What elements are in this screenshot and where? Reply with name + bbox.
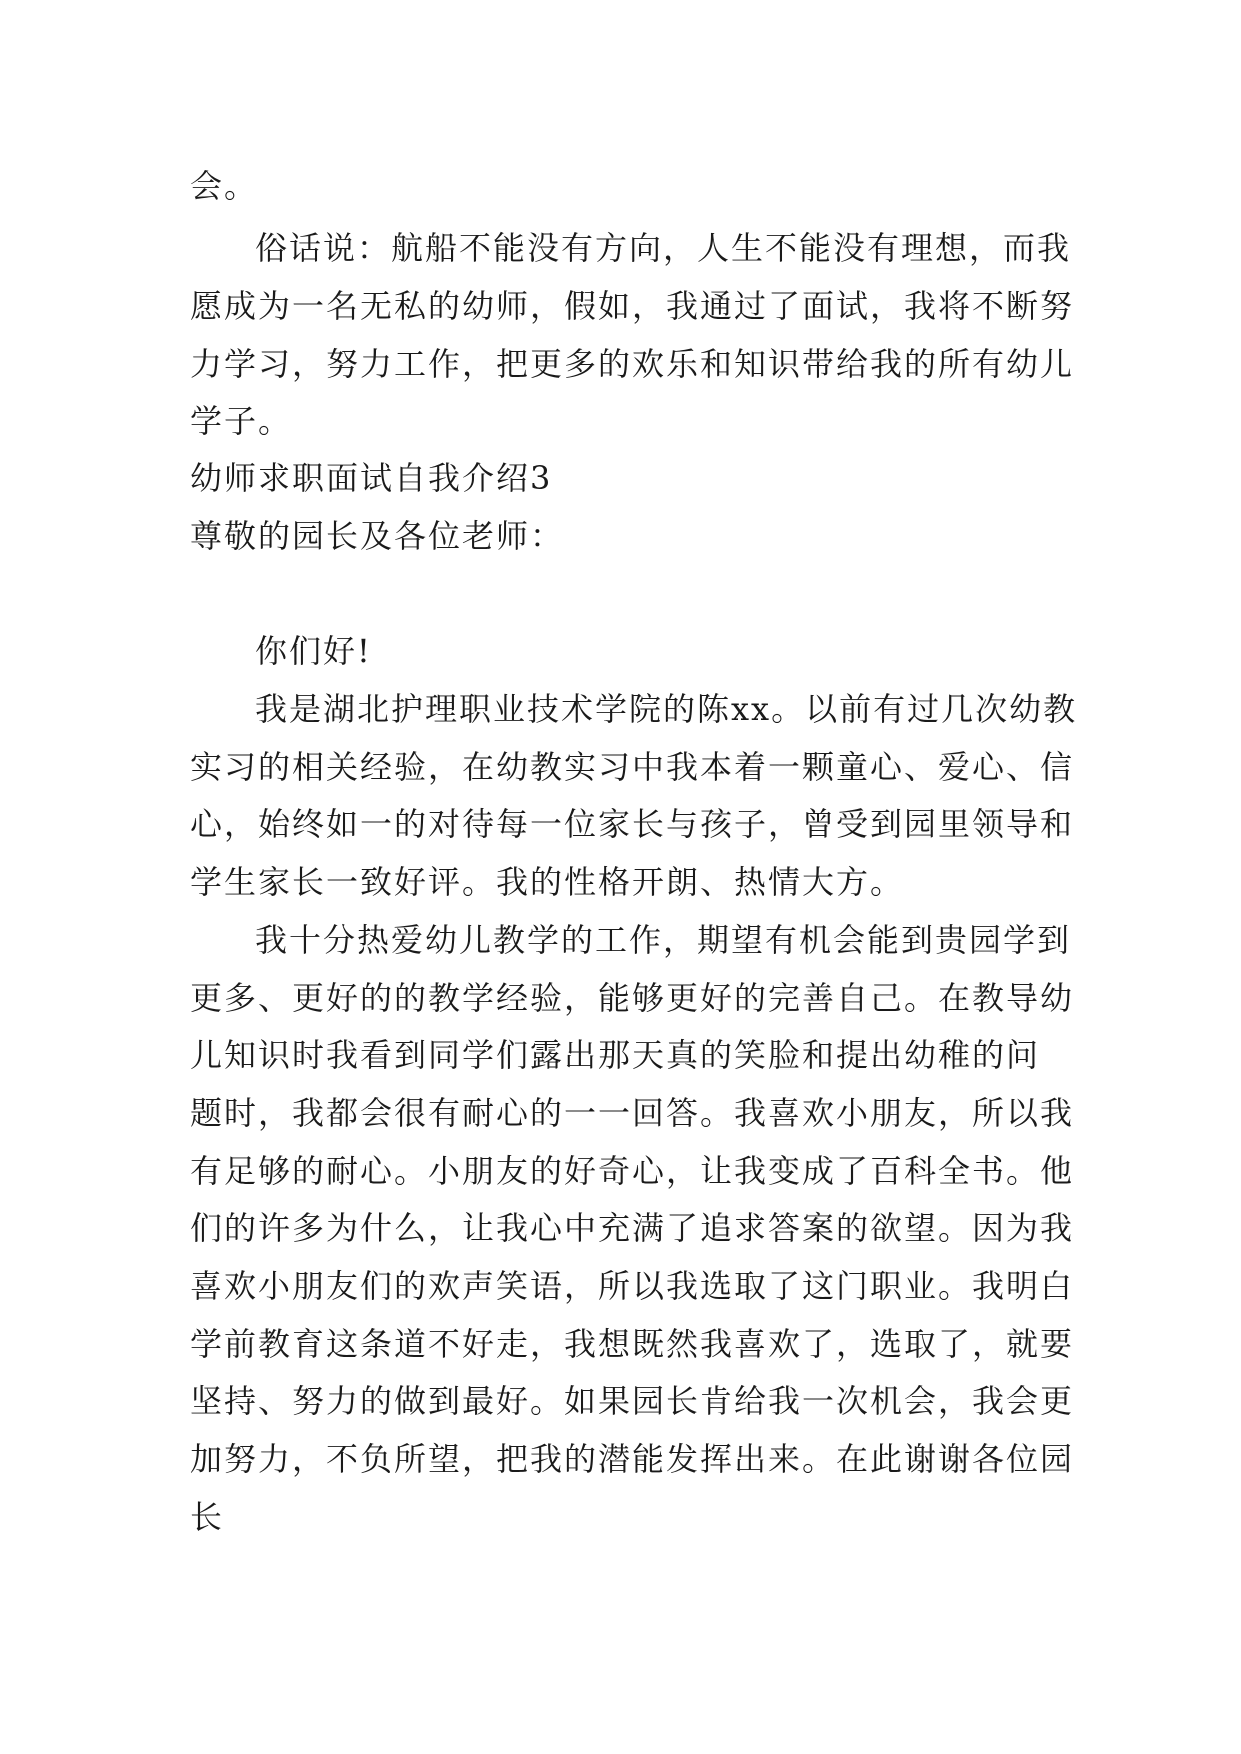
text-line: 题时，我都会很有耐心的一一回答。我喜欢小朋友，所以我 — [190, 1094, 1075, 1132]
greeting: 你们好! — [255, 632, 372, 670]
text-line: 心，始终如一的对待每一位家长与孩子，曾受到园里领导和 — [190, 805, 1075, 843]
salutation: 尊敬的园长及各位老师： — [190, 517, 565, 555]
text-line: 更多、更好的的教学经验，能够更好的完善自己。在教导幼 — [190, 979, 1075, 1017]
text-line: 愿成为一名无私的幼师，假如，我通过了面试，我将不断努 — [190, 287, 1075, 325]
text-line: 学生家长一致好评。我的性格开朗、热情大方。 — [190, 863, 905, 901]
text-line: 儿知识时我看到同学们露出那天真的笑脸和提出幼稚的问 — [190, 1036, 1041, 1074]
text-line: 会。 — [190, 167, 259, 205]
text-line: 俗话说：航船不能没有方向，人生不能没有理想，而我 — [255, 229, 1072, 267]
text-line: 长 — [190, 1498, 225, 1536]
text-line: 我十分热爱幼儿教学的工作，期望有机会能到贵园学到 — [255, 921, 1072, 959]
text-line: 有足够的耐心。小朋友的好奇心，让我变成了百科全书。他 — [190, 1152, 1075, 1190]
text-line: 坚持、努力的做到最好。如果园长肯给我一次机会，我会更 — [190, 1382, 1075, 1420]
text-line: 加努力，不负所望，把我的潜能发挥出来。在此谢谢各位园 — [190, 1440, 1075, 1478]
text-line: 我是湖北护理职业技术学院的陈xx。以前有过几次幼教 — [255, 690, 1078, 728]
text-line: 学前教育这条道不好走，我想既然我喜欢了，选取了，就要 — [190, 1325, 1075, 1363]
section-title: 幼师求职面试自我介绍3 — [190, 459, 553, 497]
text-line: 力学习，努力工作，把更多的欢乐和知识带给我的所有幼儿 — [190, 345, 1075, 383]
text-line: 喜欢小朋友们的欢声笑语，所以我选取了这门职业。我明白 — [190, 1267, 1075, 1305]
text-line: 实习的相关经验，在幼教实习中我本着一颗童心、爱心、信 — [190, 748, 1075, 786]
text-line: 学子。 — [190, 402, 293, 440]
text-line: 们的许多为什么，让我心中充满了追求答案的欲望。因为我 — [190, 1209, 1075, 1247]
